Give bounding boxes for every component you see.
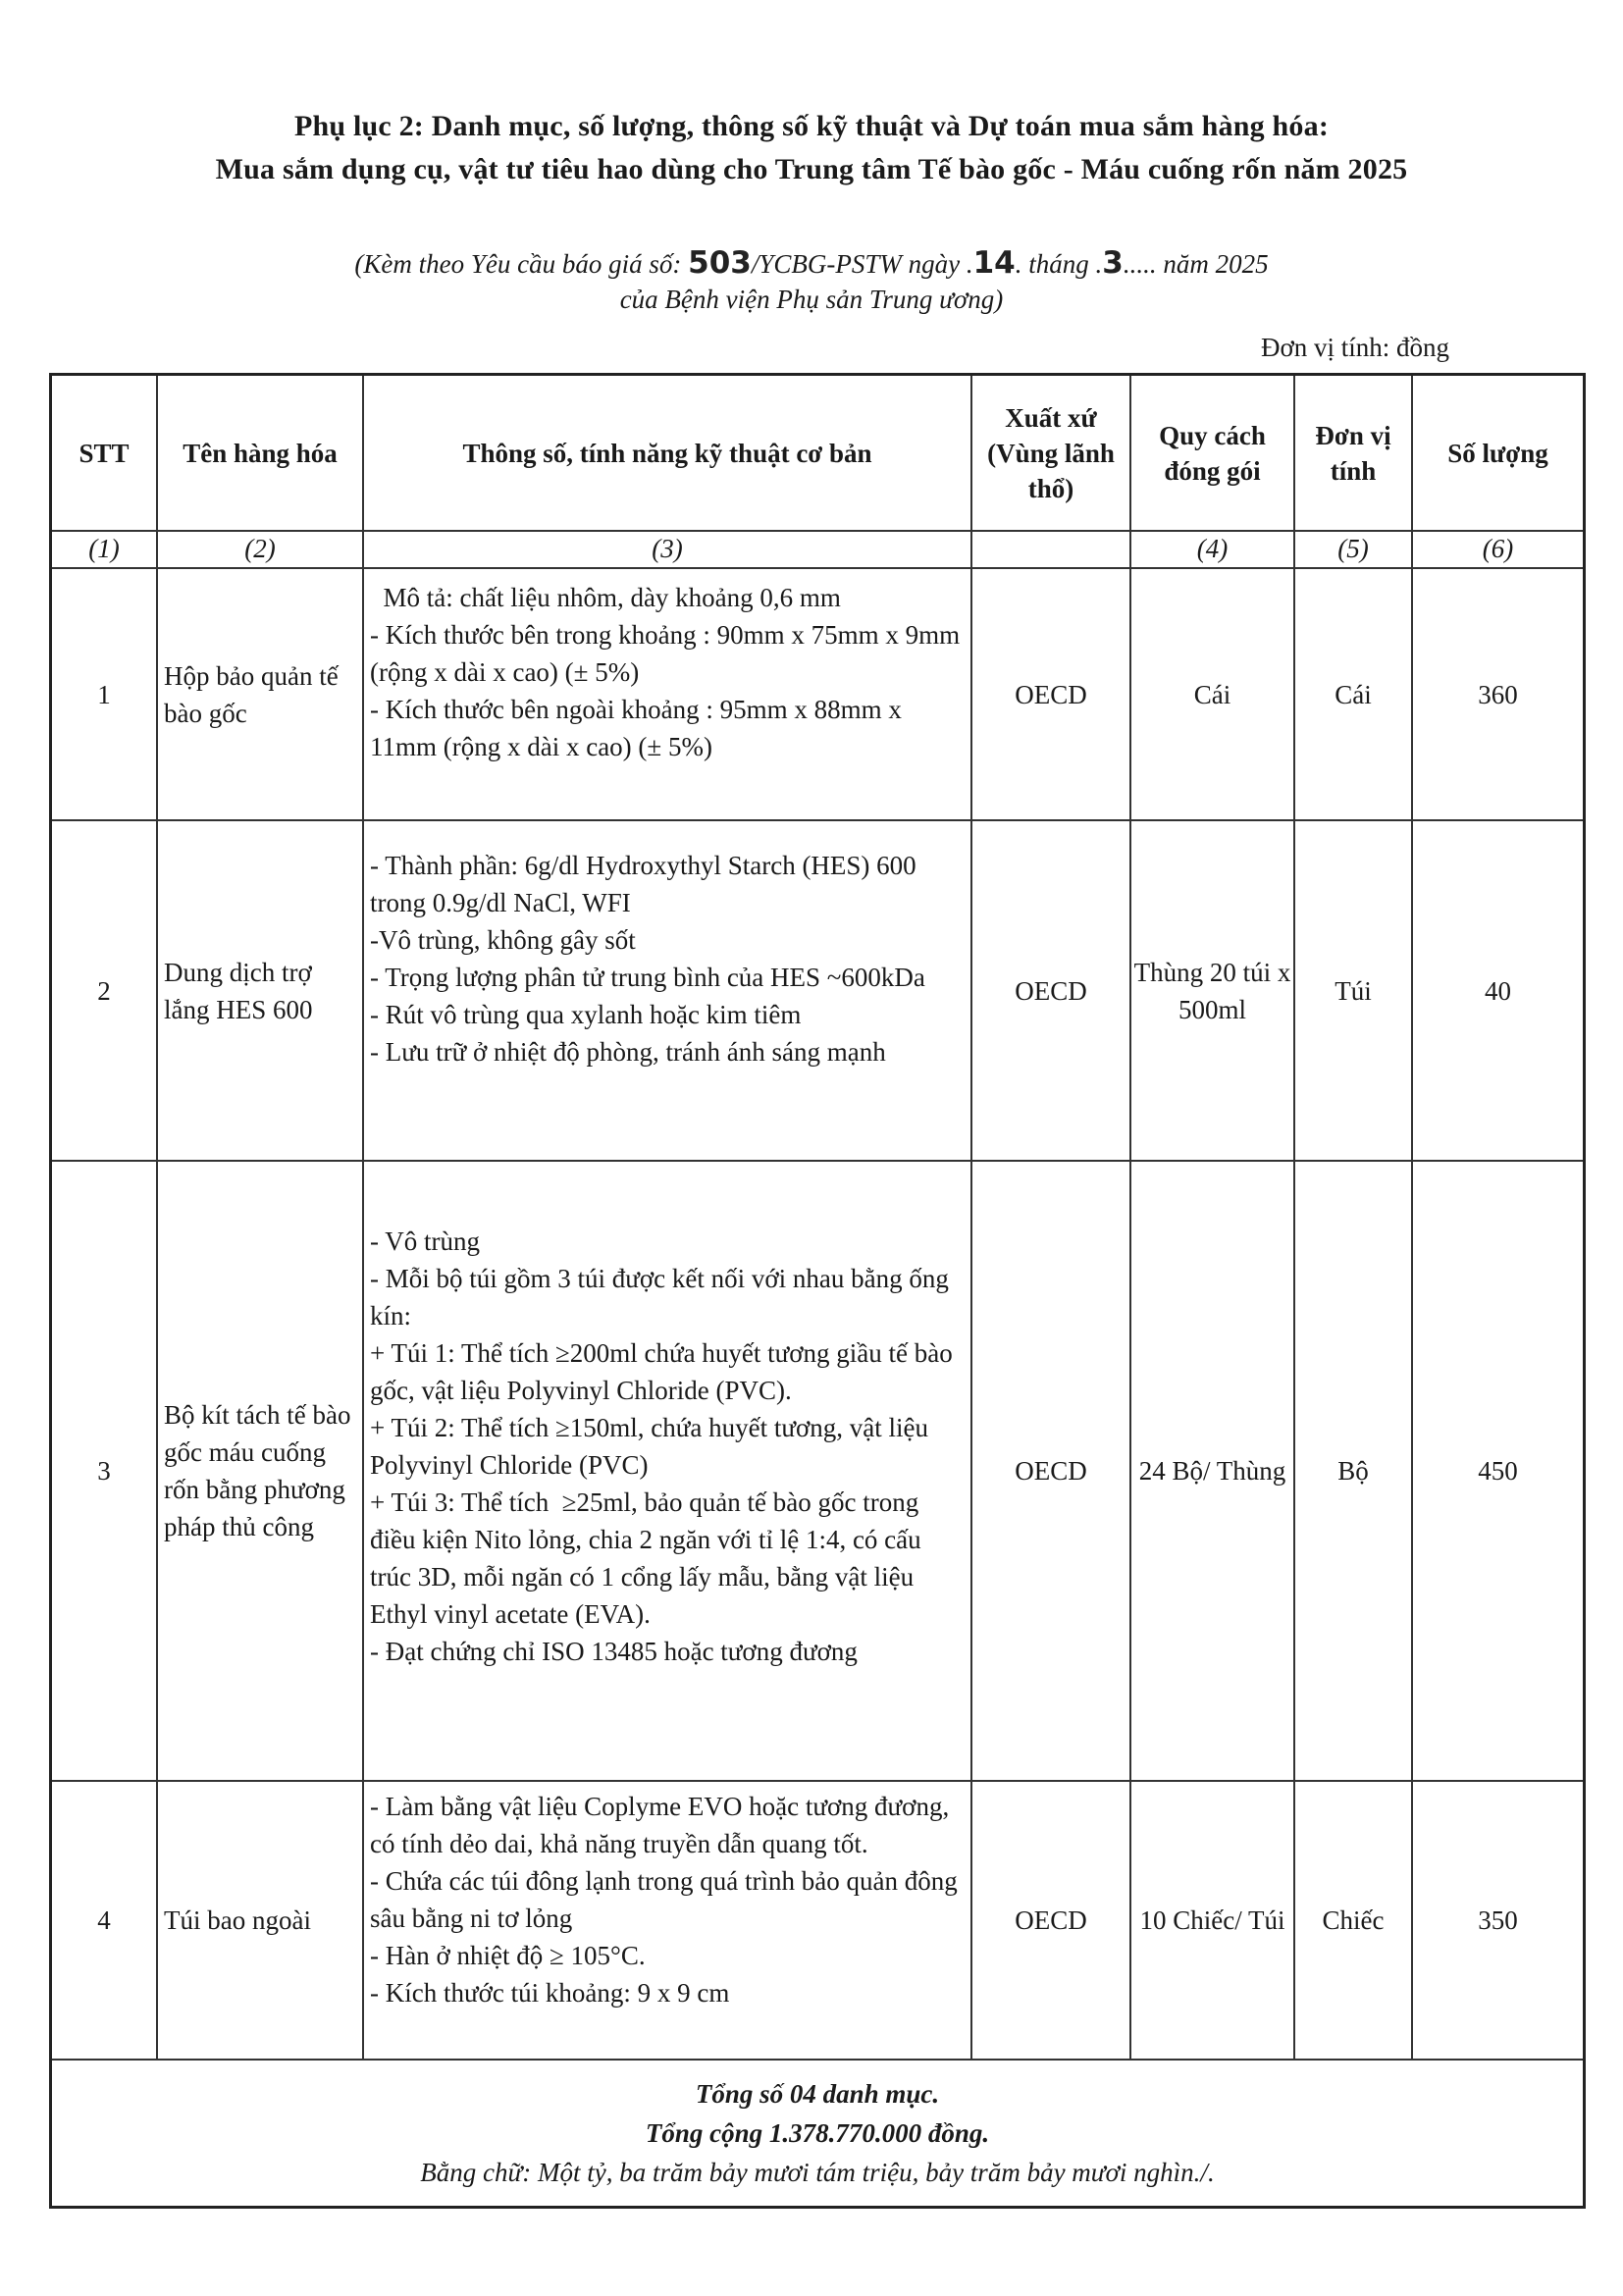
row-unit: Bộ: [1295, 1162, 1413, 1780]
goods-table: [49, 373, 1586, 2209]
table-header-row: [52, 376, 1583, 532]
row-spec: [364, 821, 972, 1160]
col-header-unit: Đơn vị tính: [1295, 376, 1413, 530]
table-row: [52, 1162, 1583, 1782]
col-number: [972, 532, 1131, 567]
row-packing: 24 Bộ/ Thùng: [1131, 1162, 1295, 1780]
col-header-spec: Thông số, tính năng kỹ thuật cơ bản: [364, 376, 972, 530]
col-number: (4): [1131, 532, 1295, 567]
summary-count: Tổng số 04 danh mục.: [695, 2079, 940, 2109]
summary-total: Tổng cộng 1.378.770.000 đồng.: [645, 2118, 990, 2148]
spec-line: - Kích thước bên trong khoảng : 90mm x 75mm x 9mm (rộng x dài x cao) (± 5%): [370, 620, 967, 687]
summary-row: [52, 2061, 1583, 2206]
col-number: (3): [364, 532, 972, 567]
ref-day-handwritten: 14: [972, 245, 1016, 281]
spec-line: - Hàn ở nhiệt độ ≥ 105°C.: [370, 1941, 646, 1970]
col-header-origin: Xuất xứ (Vùng lãnh thổ): [972, 376, 1131, 530]
ref-suffix: ..... năm 2025: [1123, 249, 1269, 279]
spec-line: + Túi 2: Thể tích ≥150ml, chứa huyết tương, vật liệu Polyvinyl Chloride (PVC): [370, 1413, 935, 1480]
col-number: (6): [1482, 534, 1514, 563]
row-origin: OECD: [972, 821, 1131, 1160]
ref-mid1: /YCBG-PSTW ngày .: [751, 249, 973, 279]
row-stt: 2: [52, 821, 158, 1160]
row-name: Dung dịch trợ lắng HES 600: [158, 821, 364, 1160]
table-row: [52, 569, 1583, 821]
spec-line: - Kích thước bên ngoài khoảng : 95mm x 88mm x 11mm (rộng x dài x cao) (± 5%): [370, 695, 909, 761]
table-row: [52, 821, 1583, 1162]
row-quantity: 360: [1478, 679, 1518, 709]
ref-number-handwritten: 503: [688, 245, 752, 281]
row-unit: Chiếc: [1295, 1782, 1413, 2059]
column-number-row: [52, 532, 1583, 569]
spec-line: - Thành phần: 6g/dl Hydroxythyl Starch (HES) 600 trong 0.9g/dl NaCl, WFI: [370, 851, 923, 917]
ref-month-handwritten: 3: [1102, 245, 1124, 281]
row-unit: Cái: [1295, 569, 1413, 819]
row-stt: 3: [52, 1162, 158, 1780]
spec-line: - Mỗi bộ túi gồm 3 túi được kết nối với nhau bằng ống kín:: [370, 1264, 956, 1331]
spec-line: - Lưu trữ ở nhiệt độ phòng, tránh ánh sáng mạnh: [370, 1037, 886, 1067]
spec-line: Mô tả: chất liệu nhôm, dày khoảng 0,6 mm: [370, 583, 841, 612]
row-name: Túi bao ngoài: [158, 1782, 364, 2059]
spec-line: - Vô trùng: [370, 1226, 480, 1256]
spec-line: - Trọng lượng phân tử trung bình của HES ~600kDa: [370, 963, 925, 992]
summary-in-words: Bằng chữ: Một tỷ, ba trăm bảy mươi tám triệu, bảy trăm bảy mươi nghìn./.: [420, 2158, 1215, 2187]
appendix-title: Phụ lục 2: Danh mục, số lượng, thông số kỹ thuật và Dự toán mua sắm hàng hóa:: [293, 110, 1330, 142]
row-quantity: 40: [1485, 975, 1511, 1006]
spec-line: - Kích thước túi khoảng: 9 x 9 cm: [370, 1978, 730, 2008]
spec-line: + Túi 3: Thể tích ≥25ml, bảo quản tế bào gốc trong điều kiện Nito lỏng, chia 2 ngăn với tỉ lệ 1:4, có cấu trúc 3D, mỗi ngăn có 1 cổng lấy mẫu, bằng vật liệu Ethyl vinyl acetate (EVA).: [370, 1487, 928, 1629]
row-stt: 1: [52, 569, 158, 819]
row-packing: Thùng 20 túi x 500ml: [1131, 821, 1295, 1160]
row-quantity: 450: [1478, 1456, 1518, 1486]
row-packing: Cái: [1131, 569, 1295, 819]
spec-line: - Chứa các túi đông lạnh trong quá trình bảo quản đông sâu bằng ni tơ lỏng: [370, 1866, 965, 1933]
reference-line: [0, 245, 1623, 281]
row-origin: OECD: [972, 1782, 1131, 2059]
table-row: [52, 1782, 1583, 2061]
col-number: (5): [1295, 532, 1413, 567]
spec-line: - Làm bằng vật liệu Coplyme EVO hoặc tương đương, có tính dẻo dai, khả năng truyền dẫn quang tốt.: [370, 1792, 956, 1858]
currency-unit: Đơn vị tính: đồng: [1261, 333, 1450, 362]
row-packing: 10 Chiếc/ Túi: [1131, 1782, 1295, 2059]
reference-issuer: của Bệnh viện Phụ sản Trung ương): [619, 285, 1004, 314]
row-unit: Túi: [1295, 821, 1413, 1160]
ref-mid2: . tháng .: [1015, 249, 1103, 279]
col-header-packing: Quy cách đóng gói: [1131, 376, 1295, 530]
col-header-stt: STT: [52, 376, 158, 530]
spec-line: -Vô trùng, không gây sốt: [370, 925, 636, 955]
spec-line: + Túi 1: Thể tích ≥200ml chứa huyết tương giầu tế bào gốc, vật liệu Polyvinyl Chloride (PVC).: [370, 1338, 960, 1405]
row-origin: OECD: [972, 1162, 1131, 1780]
spec-line: - Rút vô trùng qua xylanh hoặc kim tiêm: [370, 1000, 802, 1029]
ref-prefix: (Kèm theo Yêu cầu báo giá số:: [354, 249, 689, 279]
row-name: Bộ kít tách tế bào gốc máu cuống rốn bằng phương pháp thủ công: [158, 1162, 364, 1780]
appendix-subtitle: Mua sắm dụng cụ, vật tư tiêu hao dùng cho Trung tâm Tế bào gốc - Máu cuống rốn năm 2025: [215, 153, 1408, 185]
col-header-name: Tên hàng hóa: [158, 376, 364, 530]
row-quantity: 350: [1478, 1905, 1518, 1935]
spec-line: - Đạt chứng chỉ ISO 13485 hoặc tương đương: [370, 1637, 858, 1666]
col-header-quantity: Số lượng: [1447, 438, 1548, 468]
row-name: Hộp bảo quản tế bào gốc: [158, 569, 364, 819]
row-spec: [364, 1162, 972, 1780]
row-spec: [364, 569, 972, 819]
row-spec: [364, 1782, 972, 2059]
col-number: (2): [158, 532, 364, 567]
col-number: (1): [52, 532, 158, 567]
row-stt: 4: [52, 1782, 158, 2059]
row-origin: OECD: [972, 569, 1131, 819]
